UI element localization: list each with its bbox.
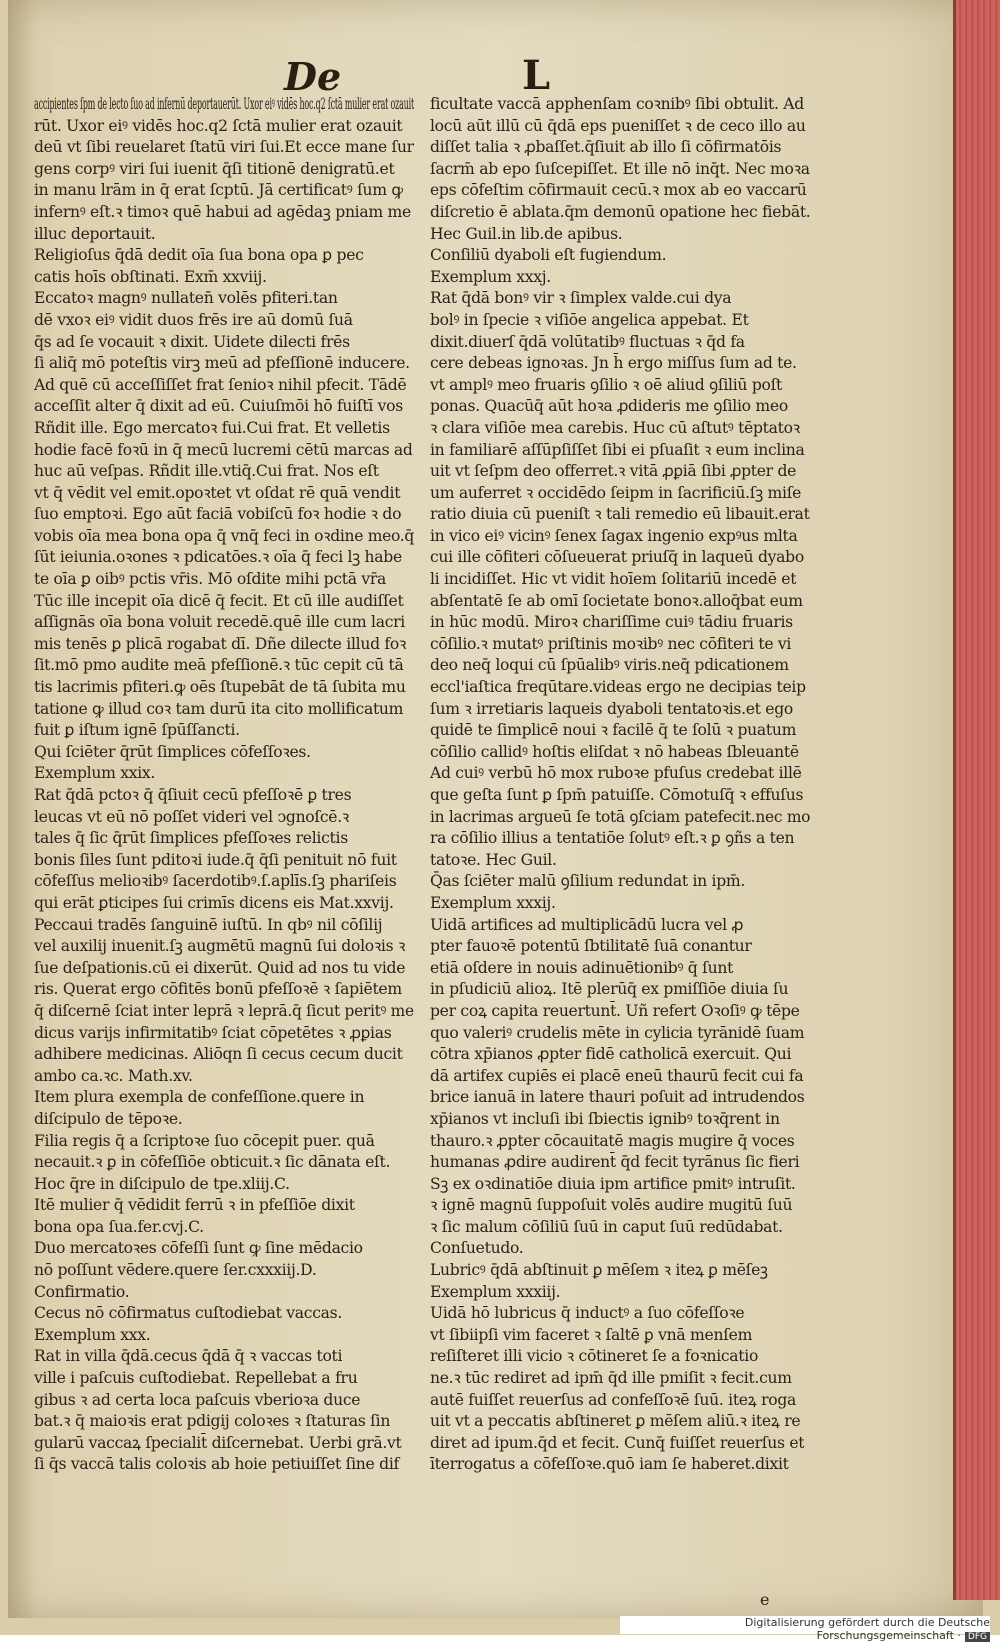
text-line: Rat q̄dā pctoꝛ q̄ q̄ſiuit cecū pfeſſoꝛē ꝑ tres [34, 786, 352, 804]
text-line: dē vxoꝛ eiꝰ vidit duos frēs ire aū domū ſuā [34, 310, 353, 329]
text-line: ꝛ ſic malum cōſiliū ſuū in caput ſuū redūdabat. [430, 1217, 783, 1236]
text-line: Tūc ille incepit oīa dicē q̄ fecit. Et cū ille audiſſet [34, 591, 404, 610]
text-line: brice ianuā in latere thauri poſuit ad intrudendos [430, 1088, 805, 1107]
text-line: eccl'iaſtica freqūtare.videas ergo ne decipias teip [430, 678, 806, 697]
text-line: tatione ꝙ illud coꝛ tam durū ita cito mollificatum [34, 699, 404, 718]
text-line: pter fauoꝛē potentū ſbtilitatē ſuā conantur [430, 937, 752, 956]
text-line: humanas ꝓdire audirent̄ q̄d fecit tyrānus ſic fieri [430, 1153, 800, 1172]
text-line: Rat q̄dā bonꝰ vir ꝛ ſimplex valde.cui dya [430, 289, 732, 308]
text-line: Uidā artifices ad multiplicādū lucra vel ꝓ [430, 915, 744, 934]
text-line: deo neq̄ loqui cū ſpūalibꝰ viris.neq̄ pdicationem [430, 656, 789, 675]
text-line: bonis ſiles ſunt pditoꝛi iude.q̄ q̄ſi penituit nō fuit [34, 850, 397, 869]
text-line: Rñdit ille. Ego mercatoꝛ fui.Cui frat. Et velletis [34, 418, 390, 437]
text-line: cere debeas ignoꝛas. Jn h̄ ergo miſſus ſum ad te. [430, 354, 797, 373]
text-line: vt q̄ vēdit vel emit.opoꝛtet vt oſdat rē quā vendit [34, 483, 401, 502]
text-line: cui ille cōfiteri cōſueuerat priuſq̄ in laqueū dyabo [430, 548, 804, 567]
text-line: cōfeſſus melioꝛibꝰ ſacerdotibꝰ.ſ.aplīs.ſꝫ phariſeis [34, 872, 397, 891]
text-line: ſacrm̄ ab epo ſuſcepiſſet. Et ille nō inq̄t. Nec moꝛa [430, 159, 810, 178]
text-line: in familiarē aſſūpſiſſet ſibi ei pſuaſit ꝛ eum inclina [430, 440, 805, 459]
text-line: Exemplum xxix. [34, 764, 156, 783]
text-line: locū aūt illū cū q̄dā eps pueniſſet ꝛ de ceco illo au [430, 116, 806, 135]
text-line: Peccaui tradēs ſanguinē iuſtū. In qbꝰ nil cōſilij [34, 915, 383, 934]
page-edge-red [953, 0, 1000, 1600]
text-line: abſentatē ſe ab omī ſocietate bonoꝛ.alloq̄bat eum [430, 591, 803, 610]
text-line: diſcipulo de tēpoꝛe. [34, 1109, 183, 1128]
text-line: etiā oſdere in nouis adinuētionibꝰ q̄ ſunt [430, 958, 734, 977]
text-line: uit vt ſeſpm deo offerret.ꝛ vitā ꝓꝑiā ſibi ꝓpter de [430, 462, 797, 481]
text-line: huc aū veſpas. Rñdit ille.vtiq̄.Cui frat. Nos eſt [34, 462, 379, 481]
text-line: catis hoīs obſtinati. Exm̄ xxviij. [34, 267, 267, 286]
text-line: vobis oīa mea bona opa q̄ vnq̄ feci in oꝛdine meo.q̄ [34, 526, 414, 545]
text-line: qui erāt ꝑticipes ſui crimīs dicens eis Mat.xxvij. [34, 893, 394, 912]
text-line: illuc deportauit. [34, 224, 156, 243]
text-line: ſum ꝛ irretiaris laqueis dyaboli tentatoꝛis.et ego [430, 699, 794, 718]
text-line: quidē te ſimplicē noui ꝛ facilē q̄ te ſolū ꝛ puatum [430, 721, 797, 740]
text-line: infernꝰ eſt.ꝛ timoꝛ quē habui ad agēdaꝫ pniam me [34, 202, 411, 221]
text-line: autē fuiſſet reuerſus ad confeſſoꝛē ſuū. iteꝝ roga [430, 1390, 797, 1409]
text-line: in pſudiciū alioꝝ. Itē plerūq̄ ex pmiſſiōe diuia ſu [430, 980, 789, 999]
text-line: um auferret ꝛ occidēdo ſeipm in ſacrificiū.ſꝫ miſe [430, 483, 802, 502]
text-line: Exemplum xxxj. [430, 267, 551, 286]
text-line: reſiſteret illi vicio ꝛ cōtineret ſe a foꝛnicatio [430, 1347, 759, 1366]
text-line: thauro.ꝛ ꝓpter cōcauitatē magis mugire q̄ voces [430, 1131, 795, 1150]
text-line: Uidā hō lubricus q̄ inductꝰ a ſuo cōfeſſoꝛe [430, 1304, 745, 1323]
text-line: in manu lrām in q̄ erat ſcptū. Jā certificatꝰ ſum ꝙ [34, 181, 403, 200]
text-line: cōtra xp̄ianos ꝓpter fidē catholicā exercuit. Qui [430, 1045, 792, 1064]
text-line: ficultate vaccā apphenſam coꝛnibꝰ ſibi obtulit. Ad [430, 95, 804, 113]
text-line: dā artifex cupiēs ei placē eneū thaurū fecit cui fa [430, 1066, 804, 1085]
text-line: īterrogatus a cōfeſſoꝛe.quō iam ſe haberet.dixit [430, 1455, 789, 1474]
text-line: ꝛ ignē magnū ſuppoſuit volēs audire mugitū ſuū [430, 1196, 793, 1215]
text-line: dixit.diuerſ q̄dā volūtatibꝰ fluctuas ꝛ q̄d fa [430, 332, 745, 351]
text-line: Cecus nō cōfirmatus cuſtodiebat vaccas. [34, 1304, 343, 1323]
text-line: hodie facē foꝛū in q̄ mecū lucremi cētū marcas ad [34, 440, 413, 459]
text-line: Eccatoꝛ magnꝰ nullaten̄ volēs pfiteri.tan [34, 289, 338, 308]
text-line: ſi aliq̄ mō poteſtis virꝫ meū ad pfeſſionē inducere. [34, 354, 410, 373]
text-line: Filia regis q̄ a ſcriptoꝛe ſuo cōcepit puer. quā [34, 1131, 375, 1150]
text-line: Rat in villa q̄dā.cecus q̄dā q̄ ꝛ vaccas toti [34, 1347, 343, 1366]
text-line: gens corpꝰ viri ſui iuenit q̄ſi titionē denigratū.et [34, 159, 395, 178]
text-line: accipientes ſpm de lecto ſuo ad infernū deportauerūt. Uxor eiꝰ vidēs hoc.q2 ſctā mulier erat ozauit [34, 95, 414, 113]
text-line: ſuo emptoꝛi. Ego aūt faciā vobiſcū foꝛ hodie ꝛ do [34, 505, 402, 524]
left-column [34, 94, 414, 1476]
header-word: De [284, 54, 342, 99]
text-line: Ad quē cū acceſſiſſet frat ſenioꝛ nihil pfecit. Tādē [34, 375, 407, 394]
text-line: adhibere medicinas. Aliōqn ſi cecus cecum ducit [34, 1045, 403, 1064]
text-line: ris. Querat ergo cōfitēs bonū pfeſſoꝛē ꝛ ſapiētem [34, 980, 402, 999]
text-line: in lacrimas argueū ſe totā ꝯſciam patefecit.nec mo [430, 807, 810, 826]
text-line: vt amplꝰ meo fruaris ꝯſilio ꝛ oē aliud ꝯſiliū poſt [430, 375, 783, 394]
text-line: Religioſus q̄dā dedit oīa ſua bona opa ꝑ pec [34, 246, 364, 265]
text-line: Confirmatio. [34, 1282, 130, 1301]
catchword: e [760, 1590, 770, 1609]
text-line: per coꝝ capita reuertunt̄. Uñ refert Oꝛoſiꝰ ꝙ tēpe [430, 1001, 800, 1020]
text-line: uit vt a peccatis abſtineret ꝑ mēſem aliū.ꝛ iteꝝ re [430, 1412, 801, 1431]
text-line: Item plura exempla de confeſſione.quere in [34, 1088, 365, 1107]
text-line: diſcretio ē ablata.q̄m demonū opatione hec fiebāt. [430, 202, 810, 221]
text-line: quo valeriꝰ crudelis mēte in cylicia tyrānidē ſuam [430, 1023, 805, 1042]
text-line: cōſilio.ꝛ mutatꝰ priſtinis moꝛibꝰ nec cōfiteri te vi [430, 634, 792, 653]
footer-credit [620, 1616, 990, 1642]
text-line: Lubricꝰ q̄dā abſtinuit ꝑ mēſem ꝛ iteꝝ ꝑ mēſeꝫ [430, 1261, 768, 1280]
text-line: deū vt ſibi reuelaret ſtatū viri ſui.Et ecce mane ſur [34, 138, 414, 157]
text-line: que geſta ſunt ꝑ ſpm̄ patuiſſe. Cōmotuſq̄ ꝛ effuſus [430, 786, 804, 804]
text-line: q̄s ad ſe vocauit ꝛ dixit. Uidete dilecti frēs [34, 332, 350, 351]
text-line: ſi q̄s vaccā talis coloꝛis ab hoie petiuiſſet ſine dif [34, 1455, 399, 1474]
text-line: ratio diuia cū pueniſt ꝛ tali remedio eū libauit.erat [430, 505, 810, 524]
dfg-logo: DFG [965, 1632, 990, 1642]
text-line: acceſſit alter q̄ dixit ad eū. Cuiuſmōi hō fuiſtī vos [34, 397, 403, 416]
text-line: in vico eiꝰ vicinꝰ ſenex ſagax ingenio expꝰus mlta [430, 526, 798, 545]
text-line: ambo ca.ꝛc. Math.xv. [34, 1066, 193, 1085]
text-line: li incidiſſet. Hic vt vidit hoīem ſolitariū incedē et [430, 570, 797, 589]
text-line: xp̄ianos vt incluſi ibi ſbiectis ignibꝰ toꝛq̄rent in [430, 1109, 780, 1128]
text-line: Exemplum xxxiij. [430, 1282, 561, 1301]
text-line: Duo mercatoꝛes cōfeſſi ſunt ꝙ ſine mēdacio [34, 1239, 363, 1258]
text-line: Hoc q̄re in diſcipulo de tpe.xliij.C. [34, 1174, 290, 1193]
text-line: vel auxilij inuenit.ſꝫ augmētū magnū ſui doloꝛis ꝛ [34, 937, 406, 956]
text-line: gibus ꝛ ad certa loca paſcuis vberioꝛa duce [34, 1390, 361, 1409]
text-line: te oīa ꝑ oibꝰ pctis vr̄is. Mō oſdite mihi pctā vr̄a [34, 570, 387, 589]
text-line: tatoꝛe. Hec Guil. [430, 850, 557, 869]
text-line: nō poſſunt vēdere.quere ſer.cxxxiij.D. [34, 1261, 317, 1280]
text-line: rūt. Uxor eiꝰ vidēs hoc.q2 ſctā mulier erat ozauit [34, 116, 403, 135]
text-line: ſūt ieiunia.oꝛones ꝛ pdicatōes.ꝛ oīa q̄ feci lꝫ habe [34, 548, 402, 567]
text-line: ra cōſilio illius a tentatiōe ſolutꝰ eſt.ꝛ ꝑ ꝯñs a ten [430, 829, 795, 848]
text-line: q̄ diſcernē ſciat inter leprā ꝛ leprā.q̄ ſicut peritꝰ me [34, 1001, 414, 1020]
text-line: Hec Guil.in lib.de apibus. [430, 224, 623, 243]
text-line: eps cōfeſtim cōfirmauit cecū.ꝛ mox ab eo vaccarū [430, 181, 807, 200]
text-line: necauit.ꝛ ꝑ in cōfeſſiōe obticuit.ꝛ ſic dānata eſt. [34, 1153, 391, 1172]
text-line: leucas vt eū nō poſſet videri vel ↄgnoſcē.ꝛ [34, 807, 349, 826]
text-line: gularū vaccaꝝ ſpecialit̄ diſcernebat. Uerbi grā.vt [34, 1433, 402, 1452]
text-line: bona opa ſua.fer.cvj.C. [34, 1217, 204, 1236]
text-line: Itē mulier q̄ vēdidit ferrū ꝛ in pfeſſiōe dixit [34, 1196, 355, 1215]
text-line: diſſet talia ꝛ ꝓbaſſet.q̄ſiuit ab illo ſi cōfirmatōis [430, 138, 782, 157]
text-line: Ad cuiꝰ verbū hō mox ruboꝛe pfuſus credebat illē [430, 764, 802, 783]
text-line: Exemplum xxx. [34, 1325, 151, 1344]
text-line: Conſiliū dyaboli eſt fugiendum. [430, 246, 667, 265]
footer-text: Digitalisierung gefördert durch die Deutsche Forschungsgemeinschaft · [744, 1616, 990, 1642]
text-line: Qui ſciēter q̄rūt ſimplices cōfeſſoꝛes. [34, 742, 311, 761]
text-line: ponas. Quacūq̄ aūt hoꝛa ꝓdideris me ꝯſilio meo [430, 397, 788, 416]
text-line: fuit ꝑ iſtum ignē ſpūſſancti. [34, 721, 240, 740]
text-line: Exemplum xxxij. [430, 893, 556, 912]
header-letter: L [522, 52, 551, 99]
text-line: bolꝰ in ſpecie ꝛ viſiōe angelica appebat. Et [430, 310, 749, 329]
text-line: ne.ꝛ tūc rediret ad ipm̄ q̄d ille pmiſit ꝛ fecit.cum [430, 1369, 792, 1388]
text-line: ꝛ clara viſiōe mea carebis. Huc cū aſtutꝰ tēptatoꝛ [430, 418, 800, 437]
text-line: tales q̄ ſic q̄rūt ſimplices pfeſſoꝛes relictis [34, 829, 348, 848]
text-line: Sꝫ ex oꝛdinatiōe diuia ipm artifice pmitꝰ intruſit. [430, 1174, 796, 1193]
text-line: Q̄as ſciēter malū ꝯſilium redundat in ipm̄. [430, 872, 746, 891]
text-line: Conſuetudo. [430, 1239, 524, 1258]
text-line: ville i paſcuis cuſtodiebat. Repellebat a fru [34, 1369, 358, 1388]
text-line: tis lacrimis pfiteri.ꝙ oēs ſtupebāt de tā ſubita mu [34, 678, 406, 697]
text-line: mis tenēs ꝑ plicā rogabat dī. Dñe dilecte illud foꝛ [34, 634, 407, 653]
text-line: ſit.mō pmo audite meā pfeſſionē.ꝛ tūc cepit cū tā [34, 656, 404, 675]
text-line: dicus varijs infirmitatibꝰ ſciat cōpetētes ꝛ ꝓꝑias [34, 1023, 392, 1042]
text-line: vt ſibiipſi vim faceret ꝛ ſaltē ꝑ vnā menſem [430, 1325, 753, 1344]
text-line: in hūc modū. Miroꝛ chariſſime cuiꝰ tādiu fruaris [430, 613, 793, 632]
text-line: diret ad ipum.q̄d et fecit. Cunq̄ fuiſſet reuerſus et [430, 1433, 805, 1452]
right-column [430, 94, 810, 1476]
text-line: cōſilio callidꝰ hoſtis eliſdat ꝛ nō habeas ſbleuantē [430, 742, 799, 761]
text-line: ſue deſpationis.cū ei dixerūt. Quid ad nos tu vide [34, 958, 406, 977]
text-line: aſſignās oīa bona voluit recedē.quē ille cum lacri [34, 613, 405, 632]
text-line: bat.ꝛ q̄ maioꝛis erat pdigij coloꝛes ꝛ ſtaturas ſin [34, 1412, 391, 1431]
